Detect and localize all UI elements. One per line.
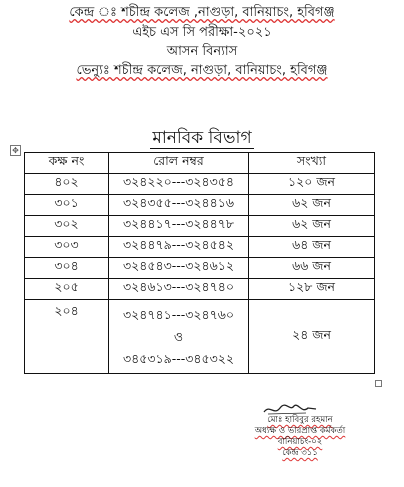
count-cell: ২৪ জন — [249, 300, 375, 374]
table-resize-handle-icon[interactable] — [375, 380, 382, 387]
roll-joiner: ও — [173, 328, 184, 344]
table-row — [25, 195, 375, 216]
room-cell: ৪০২ — [25, 174, 109, 195]
count-cell: ১২০ জন — [249, 174, 375, 195]
signature-block — [230, 415, 370, 459]
signatory-name: মোঃ হাবিবুর রহমান — [267, 415, 333, 425]
room-cell: ৩০১ — [25, 195, 109, 216]
signatory-place: বানিয়াচং-০২ — [277, 437, 323, 447]
arrangement-title: আসন বিন্যাস — [166, 44, 238, 59]
seat-plan-table — [24, 152, 375, 374]
room-cell: ৩০৪ — [25, 258, 109, 279]
roll-cell-multi — [109, 300, 249, 374]
count-cell: ৬৪ জন — [249, 237, 375, 258]
count-cell: ৬২ জন — [249, 216, 375, 237]
table-row — [25, 216, 375, 237]
table-row — [25, 279, 375, 300]
roll-cell: ৩২৪৩৫৫---৩২৪৪১৬ — [109, 195, 249, 216]
room-cell: ৩০২ — [25, 216, 109, 237]
signatory-title: অধ্যক্ষ ও ভারপ্রাপ্ত কর্মকর্তা — [254, 426, 346, 436]
roll-cell: ৩২৪৪৭৯---৩২৪৫৪২ — [109, 237, 249, 258]
table-row — [25, 300, 375, 374]
table-row — [25, 237, 375, 258]
column-header-room: কক্ষ নং — [25, 153, 109, 174]
department-title: মানবিক বিভাগ — [152, 128, 252, 148]
roll-range-1: ৩২৪৭৪১---৩২৪৭৬০ — [123, 306, 234, 322]
room-cell: ৩০৩ — [25, 237, 109, 258]
table-row — [25, 258, 375, 279]
room-cell: ২০৫ — [25, 279, 109, 300]
roll-cell: ৩২৪৪১৭---৩২৪৪৭৮ — [109, 216, 249, 237]
count-cell: ৬২ জন — [249, 195, 375, 216]
column-header-count: সংখ্যা — [249, 153, 375, 174]
table-move-handle-icon[interactable]: ✥ — [10, 145, 21, 156]
count-cell: ১২৮ জন — [249, 279, 375, 300]
roll-cell: ৩২৪২২০---৩২৪৩৫৪ — [109, 174, 249, 195]
table-row — [25, 174, 375, 195]
column-header-roll: রোল নম্বর — [109, 153, 249, 174]
venue-line: ভেন্যুঃ শচীন্দ্র কলেজ, নাগুড়া, বানিয়াচং, হবিগঞ্জ — [76, 63, 328, 78]
roll-cell: ৩২৪৬১৩---৩২৪৭৪০ — [109, 279, 249, 300]
roll-range-2: ৩৪৫৩১৯---৩৪৫৩২২ — [123, 350, 234, 366]
table-header-row — [25, 153, 375, 174]
center-code: কেন্দ্র ৩১১ — [282, 448, 318, 458]
count-cell: ৬৬ জন — [249, 258, 375, 279]
exam-title: এইচ এস সি পরীক্ষা-২০২১ — [132, 25, 272, 40]
department-heading — [0, 128, 404, 148]
room-cell: ২০৪ — [25, 300, 109, 374]
roll-cell: ৩২৪৫৪৩---৩২৪৬১২ — [109, 258, 249, 279]
center-line: কেন্দ্র ঃ শচীন্দ্র কলেজ ,নাগুড়া, বানিয়াচং, হবিগঞ্জ — [69, 5, 335, 20]
